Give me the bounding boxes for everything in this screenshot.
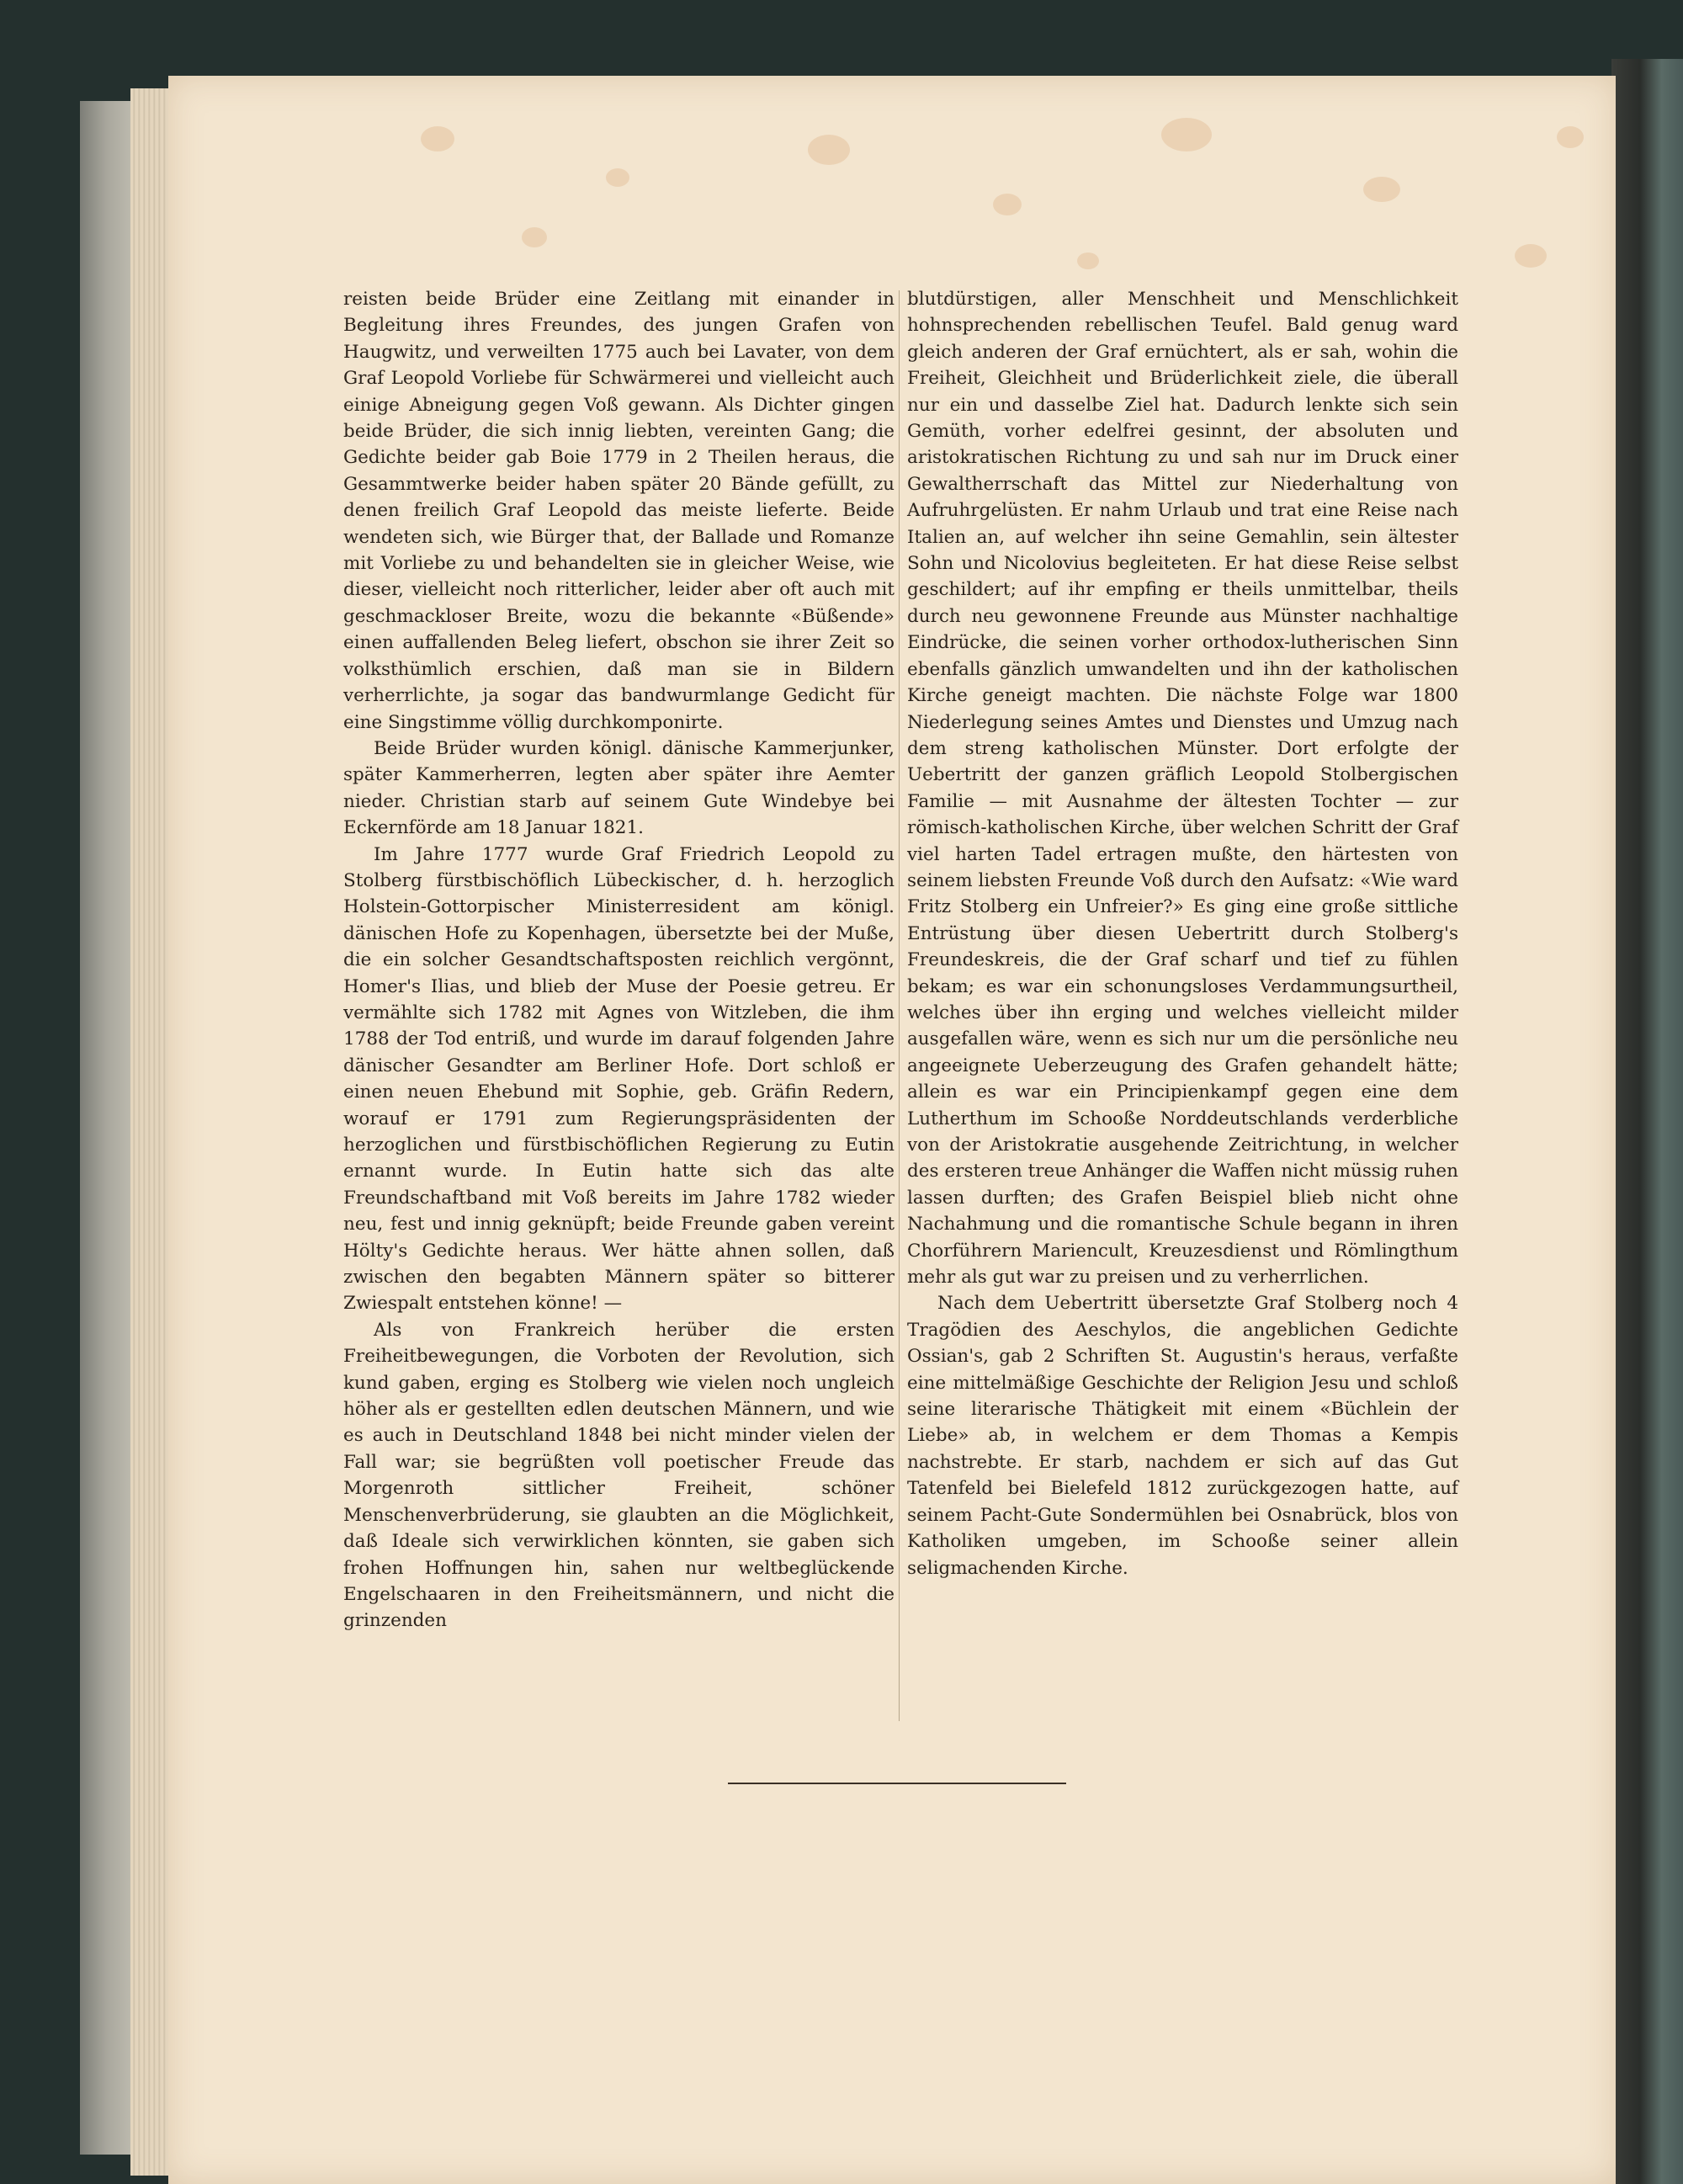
foxing-spot	[1161, 118, 1212, 151]
column-divider	[899, 290, 900, 1721]
foxing-spot	[606, 168, 629, 187]
text-column-right	[907, 286, 1458, 1581]
text-column-left	[343, 286, 895, 1634]
paragraph: Nach dem Uebertritt übersetzte Graf Stolberg noch 4 Tragödien des Aeschylos, die angeblichen Gedichte Ossian's, gab 2 Schriften St. Augustin's heraus, verfaßte eine mittelmäßige Geschichte der Religion Jesu und schloß seine literarische Thätigkeit mit einem «Büchlein der Liebe» ab, in welchem er dem Thomas a Kempis nachstrebte. Er starb, nachdem er sich auf das Gut Tatenfeld bei Bielefeld 1812 zurückgezogen hatte, auf seinem Pacht-Gute Sondermühlen bei Osnabrück, blos von Katholiken umgeben, im Schooße seiner allein seligmachenden Kirche.	[907, 1293, 1458, 1579]
book-binding-right	[1611, 59, 1683, 2184]
foxing-spot	[1557, 126, 1584, 148]
foxing-spot	[993, 194, 1022, 215]
paragraph: Als von Frankreich herüber die ersten Freiheitbewegungen, die Vorboten der Revolution, sich kund gaben, erging es Stolberg wie vielen noch ungleich höher als er gestellten edlen deutschen Männern, und wie es auch in Deutschland 1848 bei nicht minder vielen der Fall war; sie begrüßten voll poetischer Freude das Morgenroth sittlicher Freiheit, schöner Menschenverbrüderung, sie glaubten an die Möglichkeit, daß Ideale sich verwirklichen könnten, sie gaben sich frohen Hoffnungen hin, sahen nur weltbeglückende Engelschaaren in den Freiheitsmännern, und nicht die grinzenden	[343, 1319, 895, 1632]
foxing-spot	[1077, 252, 1099, 269]
paragraph: blutdürstigen, aller Menschheit und Menschlichkeit hohnsprechenden rebellischen Teufel. Bald genug ward gleich anderen der Graf ernüchtert, als er sah, wohin die Freiheit, Gleichheit und Brüderlichkeit ziele, die überall nur ein und dasselbe Ziel hat. Dadurch lenkte sich sein Gemüth, vorher edelfrei gesinnt, der absoluten und aristokratischen Richtung zu und sah nur im Druck einer Gewaltherrschaft das Mittel zur Niederhaltung von Aufruhrgelüsten. Er nahm Urlaub und trat eine Reise nach Italien an, auf welcher ihn seine Gemahlin, sein ältester Sohn und Nicolovius begleiteten. Er hat diese Reise selbst geschildert; auf ihr empfing er theils unmittelbar, theils durch neu gewonnene Freunde aus Münster nachhaltige Eindrücke, die seinen vorher orthodox-lutherischen Sinn ebenfalls gänzlich umwandelten und ihn der katholischen Kirche geneigt machten. Die nächste Folge war 1800 Niederlegung seines Amtes und Dienstes und Umzug nach dem streng katholischen Münster. Dort erfolgte der Uebertritt der ganzen gräflich Leopold Stolbergischen Familie — mit Ausnahme der ältesten Tochter — zur römisch-katholischen Kirche, über welchen Schritt der Graf viel harten Tadel ertragen mußte, den härtesten von seinem liebsten Freunde Voß durch den Aufsatz: «Wie ward Fritz Stolberg ein Unfreier?» Es ging eine große sittliche Entrüstung über diesen Uebertritt durch Stolberg's Freundeskreis, die der Graf scharf und tief zu fühlen bekam; es war ein schonungsloses Verdammungsurtheil, welches über ihn erging und welches vielleicht milder ausgefallen wäre, wenn es sich nur um die persönliche neu angeeignete Ueberzeugung des Grafen gehandelt hätte; allein es war ein Principienkampf gegen eine dem Lutherthum im Schooße Norddeutschlands verderbliche von der Aristokratie ausgehende Zeitrichtung, in welcher des ersteren treue Anhänger die Waffen nicht müssig ruhen lassen durften; des Grafen Beispiel blieb nicht ohne Nachahmung und die romantische Schule begann in ihren Chorführern Mariencult, Kreuzesdienst und Römlingthum mehr als gut war zu preisen und zu verherrlichen.	[907, 289, 1458, 1289]
foxing-spot	[522, 227, 547, 247]
paragraph: Beide Brüder wurden königl. dänische Kammerjunker, später Kammerherren, legten aber später ihre Aemter nieder. Christian starb auf seinem Gute Windebye bei Eckernförde am 18 Januar 1821.	[343, 737, 895, 839]
section-end-rule	[728, 1783, 1066, 1784]
paragraph: reisten beide Brüder eine Zeitlang mit einander in Begleitung ihres Freundes, des jungen Grafen von Haugwitz, und verweilten 1775 auch bei Lavater, von dem Graf Leopold Vorliebe für Schwärmerei und vielleicht auch einige Abneigung gegen Voß gewann. Als Dichter gingen beide Brüder, die sich innig liebten, vereinten Gang; die Gedichte beider gab Boie 1779 in 2 Theilen heraus, die Gesammtwerke beider haben später 20 Bände gefüllt, zu denen freilich Graf Leopold das meiste lieferte. Beide wendeten sich, wie Bürger that, der Ballade und Romanze mit Vorliebe zu und behandelten sie in gleicher Weise, wie dieser, vielleicht noch ritterlicher, leider aber oft auch mit geschmackloser Breite, wozu die bekannte «Büßende» einen auffallenden Beleg liefert, obschon sie ihrer Zeit so volksthümlich erschien, daß man sie in Bildern verherrlichte, ja sogar das bandwurmlange Gedicht für eine Singstimme völlig durchkomponirte.	[343, 289, 895, 733]
foxing-spot	[1515, 244, 1547, 268]
foxing-spot	[1363, 177, 1400, 202]
foxing-spot	[808, 135, 850, 165]
foxing-spot	[421, 126, 454, 151]
paragraph: Im Jahre 1777 wurde Graf Friedrich Leopold zu Stolberg fürstbischöflich Lübeckischer, d. h. herzoglich Holstein-Gottorpischer Ministerresident am königl. dänischen Hofe zu Kopenhagen, übersetzte bei der Muße, die ein solcher Gesandtschaftsposten reichlich vergönnt, Homer's Ilias, und blieb der Muse der Poesie getreu. Er vermählte sich 1782 mit Agnes von Witzleben, die ihm 1788 der Tod entriß, und wurde im darauf folgenden Jahre dänischer Gesandter am Berliner Hofe. Dort schloß er einen neuen Ehebund mit Sophie, geb. Gräfin Redern, worauf er 1791 zum Regierungspräsidenten der herzoglichen und fürstbischöflichen Regierung zu Eutin ernannt wurde. In Eutin hatte sich das alte Freundschaftband mit Voß bereits im Jahre 1782 wieder neu, fest und innig geknüpft; beide Freunde gaben vereint Hölty's Gedichte heraus. Wer hätte ahnen sollen, daß zwischen den begabten Männern später so bitterer Zwiespalt entstehen könne! —	[343, 843, 895, 1315]
